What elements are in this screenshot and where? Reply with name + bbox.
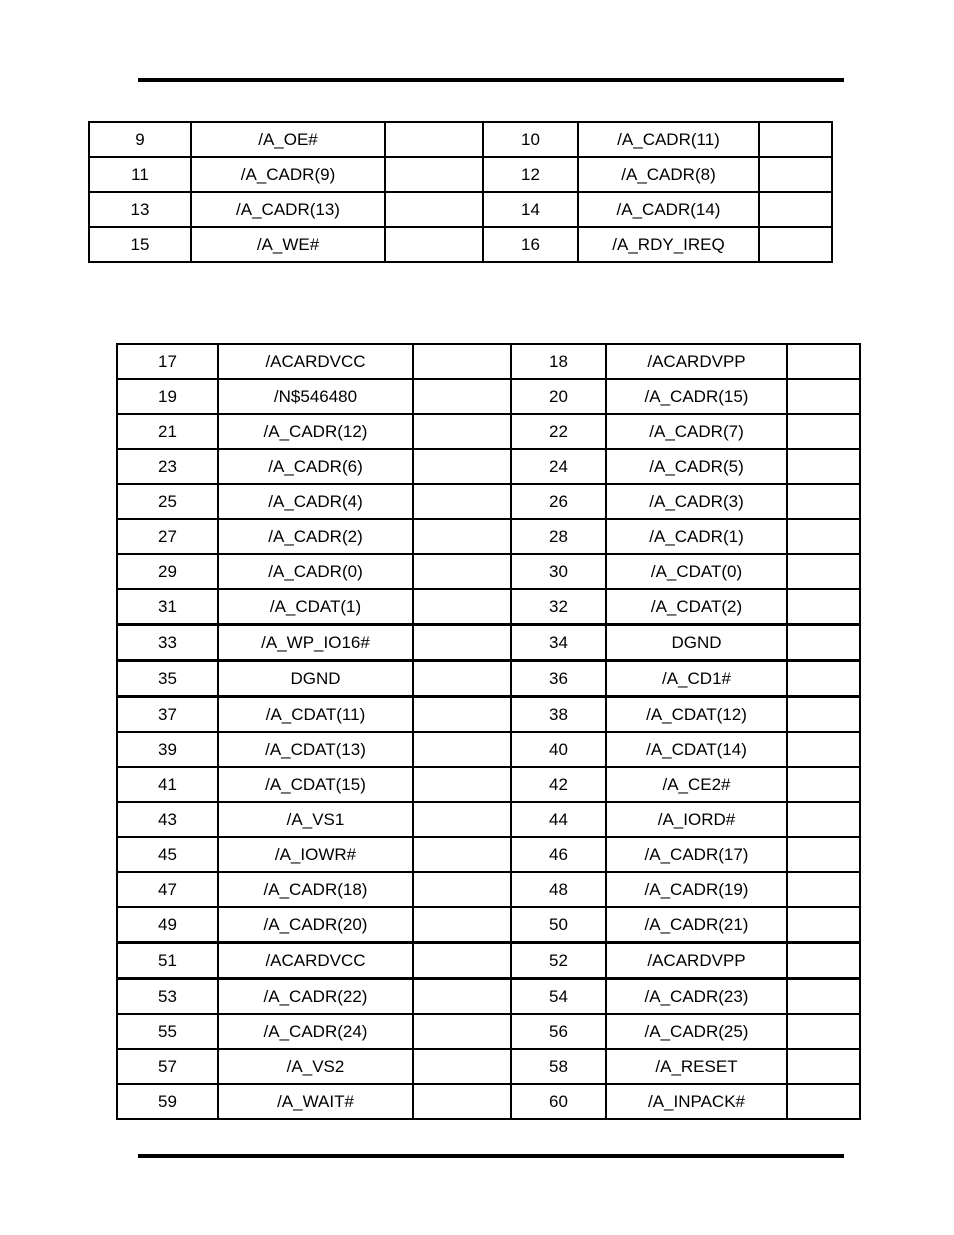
- table-row: [117, 872, 860, 907]
- note-left: [385, 227, 483, 262]
- signal-name-left: DGND: [218, 661, 413, 697]
- signal-name-right: /A_CADR(11): [578, 122, 759, 157]
- signal-name-right: /A_CADR(8): [578, 157, 759, 192]
- pin-number-left: 55: [117, 1014, 218, 1049]
- pin-number-right: 14: [483, 192, 578, 227]
- note-left: [413, 943, 511, 979]
- note-right: [787, 589, 860, 625]
- table-row: [117, 344, 860, 379]
- note-right: [787, 449, 860, 484]
- pin-number-left: 33: [117, 625, 218, 661]
- pin-number-right: 38: [511, 697, 606, 733]
- signal-name-right: /A_IORD#: [606, 802, 787, 837]
- signal-name-left: /A_CADR(0): [218, 554, 413, 589]
- pin-number-left: 25: [117, 484, 218, 519]
- pin-number-left: 29: [117, 554, 218, 589]
- note-left: [413, 1049, 511, 1084]
- signal-name-right: /A_CD1#: [606, 661, 787, 697]
- signal-name-left: /A_CADR(4): [218, 484, 413, 519]
- pin-number-right: 46: [511, 837, 606, 872]
- note-left: [413, 837, 511, 872]
- signal-name-left: /A_CADR(12): [218, 414, 413, 449]
- table-row: [117, 697, 860, 733]
- note-left: [413, 589, 511, 625]
- signal-name-right: /A_CADR(7): [606, 414, 787, 449]
- signal-name-right: /A_CADR(3): [606, 484, 787, 519]
- signal-name-left: /A_WP_IO16#: [218, 625, 413, 661]
- signal-name-left: /A_CADR(6): [218, 449, 413, 484]
- pin-number-right: 50: [511, 907, 606, 943]
- signal-name-left: /A_CADR(22): [218, 979, 413, 1015]
- table-row: [117, 1049, 860, 1084]
- signal-name-right: /A_CADR(1): [606, 519, 787, 554]
- signal-name-left: /A_WE#: [191, 227, 385, 262]
- table-row: [117, 1084, 860, 1119]
- signal-name-left: /ACARDVCC: [218, 344, 413, 379]
- signal-name-left: /A_VS1: [218, 802, 413, 837]
- pin-number-right: 60: [511, 1084, 606, 1119]
- table-row: [117, 554, 860, 589]
- pin-number-left: 45: [117, 837, 218, 872]
- signal-name-right: DGND: [606, 625, 787, 661]
- note-left: [413, 484, 511, 519]
- pin-number-left: 59: [117, 1084, 218, 1119]
- pin-number-right: 36: [511, 661, 606, 697]
- pin-number-right: 10: [483, 122, 578, 157]
- note-right: [787, 837, 860, 872]
- note-right: [759, 192, 832, 227]
- pin-number-right: 40: [511, 732, 606, 767]
- table-row: [89, 227, 832, 262]
- signal-name-right: /A_CADR(19): [606, 872, 787, 907]
- pin-number-right: 12: [483, 157, 578, 192]
- pin-number-left: 19: [117, 379, 218, 414]
- note-left: [413, 379, 511, 414]
- table-row: [117, 484, 860, 519]
- note-right: [787, 414, 860, 449]
- note-left: [413, 344, 511, 379]
- note-left: [413, 554, 511, 589]
- note-right: [787, 661, 860, 697]
- signal-name-right: /A_CDAT(14): [606, 732, 787, 767]
- signal-name-right: /A_CADR(25): [606, 1014, 787, 1049]
- pin-number-left: 43: [117, 802, 218, 837]
- note-left: [413, 872, 511, 907]
- note-left: [413, 1084, 511, 1119]
- signal-name-right: /A_CDAT(12): [606, 697, 787, 733]
- header-rule: [138, 78, 844, 82]
- pin-number-right: 32: [511, 589, 606, 625]
- pin-number-right: 52: [511, 943, 606, 979]
- signal-name-right: /A_CADR(14): [578, 192, 759, 227]
- note-left: [413, 979, 511, 1015]
- note-right: [787, 344, 860, 379]
- pin-number-left: 41: [117, 767, 218, 802]
- pin-number-left: 39: [117, 732, 218, 767]
- table-row: [89, 192, 832, 227]
- signal-name-right: /A_CADR(21): [606, 907, 787, 943]
- table-row: [89, 157, 832, 192]
- signal-name-left: /A_CDAT(13): [218, 732, 413, 767]
- signal-name-right: /ACARDVPP: [606, 943, 787, 979]
- note-right: [787, 943, 860, 979]
- pin-number-left: 15: [89, 227, 191, 262]
- note-right: [787, 625, 860, 661]
- pin-number-right: 22: [511, 414, 606, 449]
- pin-number-right: 30: [511, 554, 606, 589]
- signal-name-right: /A_CE2#: [606, 767, 787, 802]
- note-right: [759, 157, 832, 192]
- note-right: [759, 227, 832, 262]
- pin-number-right: 44: [511, 802, 606, 837]
- note-left: [413, 907, 511, 943]
- pin-number-left: 9: [89, 122, 191, 157]
- signal-name-right: /A_CADR(23): [606, 979, 787, 1015]
- table-row: [89, 122, 832, 157]
- note-right: [787, 484, 860, 519]
- pin-number-right: 18: [511, 344, 606, 379]
- signal-name-left: /A_CDAT(15): [218, 767, 413, 802]
- pin-number-left: 13: [89, 192, 191, 227]
- signal-name-left: /A_CADR(2): [218, 519, 413, 554]
- signal-name-right: /A_RDY_IREQ: [578, 227, 759, 262]
- signal-name-right: /A_CADR(17): [606, 837, 787, 872]
- signal-name-right: /A_INPACK#: [606, 1084, 787, 1119]
- table-row: [117, 907, 860, 943]
- table-row: [117, 802, 860, 837]
- note-right: [787, 379, 860, 414]
- pin-number-right: 16: [483, 227, 578, 262]
- table-row: [117, 732, 860, 767]
- pin-number-left: 49: [117, 907, 218, 943]
- signal-name-left: /A_CADR(24): [218, 1014, 413, 1049]
- pin-number-right: 34: [511, 625, 606, 661]
- signal-name-right: /A_CDAT(2): [606, 589, 787, 625]
- pin-number-left: 31: [117, 589, 218, 625]
- signal-name-left: /A_OE#: [191, 122, 385, 157]
- note-right: [787, 907, 860, 943]
- table-row: [117, 661, 860, 697]
- table-row: [117, 414, 860, 449]
- pin-number-left: 51: [117, 943, 218, 979]
- pin-number-right: 58: [511, 1049, 606, 1084]
- note-left: [413, 449, 511, 484]
- signal-name-right: /A_CADR(15): [606, 379, 787, 414]
- pin-number-right: 26: [511, 484, 606, 519]
- signal-name-left: /A_CDAT(1): [218, 589, 413, 625]
- note-left: [385, 122, 483, 157]
- note-right: [787, 554, 860, 589]
- note-right: [787, 802, 860, 837]
- note-left: [413, 697, 511, 733]
- note-left: [413, 1014, 511, 1049]
- table-row: [117, 589, 860, 625]
- pin-number-right: 20: [511, 379, 606, 414]
- footer-rule: [138, 1154, 844, 1158]
- pin-number-right: 42: [511, 767, 606, 802]
- note-right: [787, 697, 860, 733]
- pin-number-right: 48: [511, 872, 606, 907]
- table-row: [117, 625, 860, 661]
- note-left: [385, 157, 483, 192]
- note-right: [787, 767, 860, 802]
- pin-number-right: 54: [511, 979, 606, 1015]
- pin-number-left: 27: [117, 519, 218, 554]
- signal-name-left: /A_WAIT#: [218, 1084, 413, 1119]
- note-right: [787, 979, 860, 1015]
- note-right: [787, 1014, 860, 1049]
- pin-number-left: 23: [117, 449, 218, 484]
- note-left: [413, 732, 511, 767]
- table-row: [117, 767, 860, 802]
- pin-number-left: 11: [89, 157, 191, 192]
- signal-name-left: /A_CDAT(11): [218, 697, 413, 733]
- note-right: [787, 1084, 860, 1119]
- table-row: [117, 379, 860, 414]
- signal-name-left: /A_CADR(13): [191, 192, 385, 227]
- pin-table-1: [88, 121, 833, 263]
- pin-number-left: 53: [117, 979, 218, 1015]
- signal-name-left: /A_CADR(18): [218, 872, 413, 907]
- note-left: [413, 625, 511, 661]
- note-right: [759, 122, 832, 157]
- signal-name-right: /ACARDVPP: [606, 344, 787, 379]
- pin-number-right: 56: [511, 1014, 606, 1049]
- note-left: [385, 192, 483, 227]
- table-row: [117, 837, 860, 872]
- pin-number-left: 17: [117, 344, 218, 379]
- note-left: [413, 519, 511, 554]
- signal-name-left: /A_VS2: [218, 1049, 413, 1084]
- signal-name-right: /A_CDAT(0): [606, 554, 787, 589]
- pin-number-left: 35: [117, 661, 218, 697]
- table-row: [117, 943, 860, 979]
- pin-number-left: 47: [117, 872, 218, 907]
- table-row: [117, 449, 860, 484]
- pin-number-right: 28: [511, 519, 606, 554]
- signal-name-right: /A_CADR(5): [606, 449, 787, 484]
- note-right: [787, 1049, 860, 1084]
- signal-name-right: /A_RESET: [606, 1049, 787, 1084]
- signal-name-left: /A_CADR(20): [218, 907, 413, 943]
- table-row: [117, 1014, 860, 1049]
- signal-name-left: /ACARDVCC: [218, 943, 413, 979]
- signal-name-left: /A_IOWR#: [218, 837, 413, 872]
- note-left: [413, 661, 511, 697]
- note-left: [413, 802, 511, 837]
- note-left: [413, 414, 511, 449]
- pin-number-right: 24: [511, 449, 606, 484]
- note-right: [787, 732, 860, 767]
- pin-number-left: 21: [117, 414, 218, 449]
- note-right: [787, 519, 860, 554]
- signal-name-left: /N$546480: [218, 379, 413, 414]
- pin-table-2: [116, 343, 861, 1120]
- note-left: [413, 767, 511, 802]
- note-right: [787, 872, 860, 907]
- table-row: [117, 519, 860, 554]
- signal-name-left: /A_CADR(9): [191, 157, 385, 192]
- pin-number-left: 37: [117, 697, 218, 733]
- pin-number-left: 57: [117, 1049, 218, 1084]
- table-row: [117, 979, 860, 1015]
